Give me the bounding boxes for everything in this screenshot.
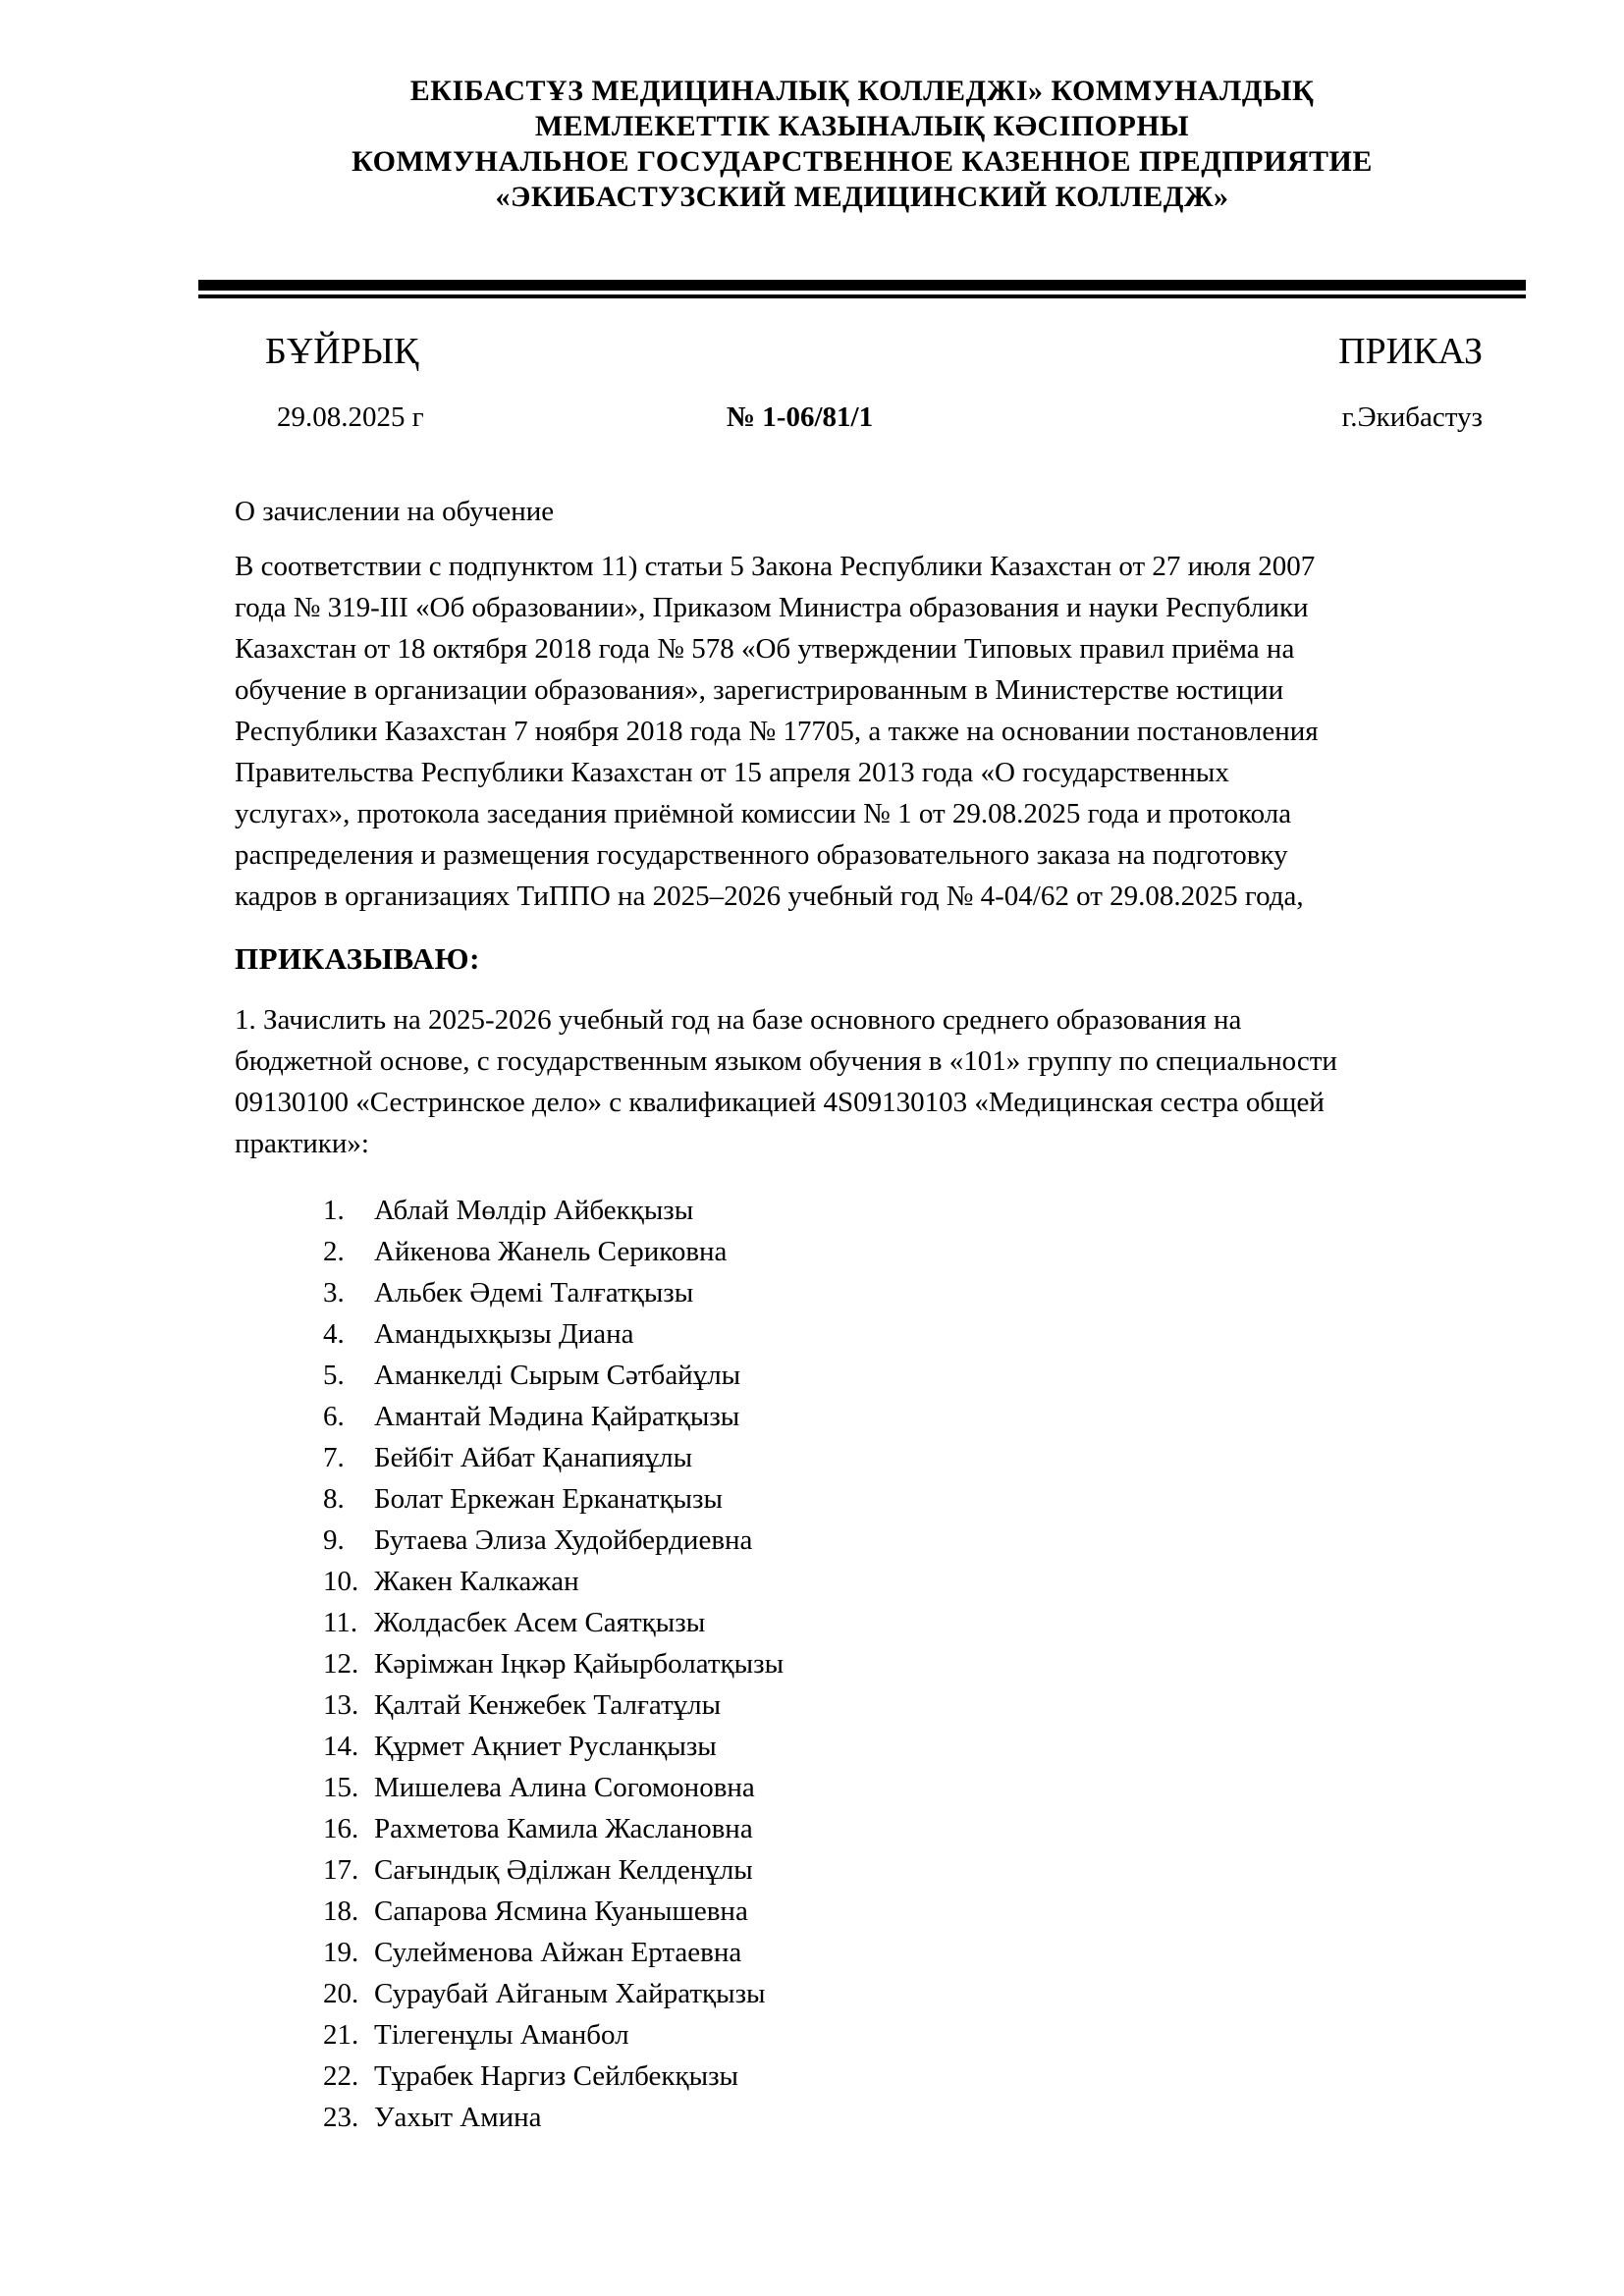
list-item	[323, 1767, 1483, 1808]
list-item	[323, 1726, 1483, 1767]
text-line: «ЭКИБАСТУЗСКИЙ МЕДИЦИНСКИЙ КОЛЛЕДЖ»	[495, 181, 1229, 213]
text-line: 09130100 «Сестринское дело» с квалификацией 4S09130103 «Медицинская сестра общей	[235, 1087, 1325, 1118]
list-item	[323, 1684, 1483, 1726]
list-item-number: 2.	[323, 1236, 345, 1267]
list-item-number: 23.	[323, 2102, 359, 2133]
student-name: Құрмет Ақниет Русланқызы	[374, 1731, 717, 1762]
student-name: Амантай Мәдина Қайратқызы	[374, 1401, 740, 1432]
list-item	[323, 1313, 1483, 1355]
order-label-russian: ПРИКАЗ	[1338, 331, 1483, 372]
divider-thin-line	[198, 294, 1526, 298]
list-item	[323, 1643, 1483, 1684]
enrollment-paragraph	[235, 999, 1483, 1164]
text-line: Правительства Республики Казахстан от 15 апреля 2013 года «О государственных	[235, 757, 1229, 788]
list-item	[323, 1478, 1483, 1520]
list-item-number: 12.	[323, 1648, 359, 1680]
student-name: Сапарова Ясмина Куанышевна	[374, 1896, 748, 1927]
text-line: года № 319-III «Об образовании», Приказом Министра образования и науки Республики	[235, 592, 1309, 623]
text-line: обучение в организации образования», зарегистрированным в Министерстве юстиции	[235, 674, 1284, 706]
order-city: г.Экибастуз	[1341, 401, 1483, 433]
text-line: кадров в организациях ТиППО на 2025–2026 учебный год № 4-04/62 от 29.08.2025 года,	[235, 881, 1304, 912]
list-item	[323, 1932, 1483, 1973]
student-name: Жолдасбек Асем Саятқызы	[374, 1607, 706, 1638]
header-divider	[198, 280, 1526, 298]
list-item-number: 11.	[323, 1607, 358, 1638]
text-line: Республики Казахстан 7 ноября 2018 года № 17705, а также на основании постановления	[235, 716, 1319, 747]
list-item	[323, 1561, 1483, 1602]
list-item-number: 17.	[323, 1854, 359, 1886]
student-name: Рахметова Камила Жаслановна	[374, 1813, 753, 1844]
list-item-number: 7.	[323, 1442, 345, 1473]
directive-heading: ПРИКАЗЫВАЮ:	[235, 941, 480, 976]
text-line: ЕКІБАСТҰЗ МЕДИЦИНАЛЫҚ КОЛЛЕДЖІ» КОММУНАЛДЫҚ	[409, 75, 1315, 107]
list-item-number: 3.	[323, 1277, 345, 1308]
list-item-number: 1.	[323, 1195, 345, 1226]
student-name: Уахыт Амина	[374, 2102, 542, 2133]
student-name: Амандыхқызы Диана	[374, 1318, 634, 1350]
text-line: практики»:	[235, 1128, 369, 1159]
student-name: Болат Еркежан Ерканатқызы	[374, 1483, 723, 1515]
list-item	[323, 1973, 1483, 2014]
list-item-number: 6.	[323, 1401, 345, 1432]
list-item-number: 15.	[323, 1772, 359, 1803]
text-line: 1. Зачислить на 2025-2026 учебный год на базе основного среднего образования на	[235, 1004, 1242, 1036]
student-name: Бутаева Элиза Худойбердиевна	[374, 1524, 753, 1556]
list-item	[323, 1231, 1483, 1272]
list-item-number: 10.	[323, 1566, 359, 1597]
list-item-number: 4.	[323, 1318, 345, 1350]
student-list	[235, 1190, 1483, 2138]
student-name: Мишелева Алина Согомоновна	[374, 1772, 755, 1803]
list-item	[323, 1396, 1483, 1437]
list-item	[323, 1849, 1483, 1891]
list-item-number: 13.	[323, 1689, 359, 1721]
list-item-number: 20.	[323, 1978, 359, 2009]
list-item	[323, 1520, 1483, 1561]
student-name: Тілегенұлы Аманбол	[374, 2019, 629, 2051]
list-item-number: 9.	[323, 1524, 345, 1556]
list-item-number: 16.	[323, 1813, 359, 1844]
preamble-paragraph	[235, 546, 1483, 917]
student-name: Кәрімжан Іңкәр Қайырболатқызы	[374, 1648, 785, 1680]
student-name: Тұрабек Наргиз Сейлбекқызы	[374, 2060, 739, 2092]
order-date: 29.08.2025 г	[277, 401, 424, 433]
list-item	[323, 2014, 1483, 2056]
list-item-number: 19.	[323, 1937, 359, 1968]
list-item-number: 8.	[323, 1483, 345, 1515]
list-item	[323, 1437, 1483, 1478]
list-item-number: 14.	[323, 1731, 359, 1762]
student-name: Альбек Әдемі Талғатқызы	[374, 1277, 694, 1308]
text-line: распределения и размещения государственного образовательного заказа на подготовку	[235, 839, 1288, 871]
document-body	[235, 330, 1483, 2138]
text-line: В соответствии с подпунктом 11) статьи 5 Закона Республики Казахстан от 27 июля 2007	[235, 551, 1316, 582]
list-item	[323, 1272, 1483, 1313]
order-meta-row	[235, 397, 1483, 438]
order-label-kazakh: БҰЙРЫҚ	[265, 331, 419, 372]
list-item-number: 5.	[323, 1360, 345, 1391]
list-item	[323, 1808, 1483, 1849]
divider-thick-line	[198, 280, 1526, 291]
list-item	[323, 2097, 1483, 2138]
list-item	[323, 1190, 1483, 1231]
student-name: Қалтай Кенжебек Талғатұлы	[374, 1689, 722, 1721]
list-item	[323, 2056, 1483, 2097]
student-name: Аблай Мөлдір Айбекқызы	[374, 1195, 694, 1226]
text-line: МЕМЛЕКЕТТІК КАЗЫНАЛЫҚ КӘСІПОРНЫ	[534, 110, 1190, 142]
text-line: услугах», протокола заседания приёмной комиссии № 1 от 29.08.2025 года и протокола	[235, 798, 1292, 829]
list-item	[323, 1891, 1483, 1932]
order-title-row	[235, 330, 1483, 373]
text-line: бюджетной основе, с государственным языком обучения в «101» группу по специальности	[235, 1045, 1337, 1077]
student-name: Бейбіт Айбат Қанапияұлы	[374, 1442, 693, 1473]
student-name: Айкенова Жанель Сериковна	[374, 1236, 728, 1267]
order-subject: О зачислении на обучение	[235, 496, 555, 527]
student-name: Сағындық Әділжан Келденұлы	[374, 1854, 753, 1886]
student-name: Аманкелді Сырым Сәтбайұлы	[374, 1360, 741, 1391]
list-item-number: 18.	[323, 1896, 359, 1927]
list-item	[323, 1602, 1483, 1643]
list-item-number: 22.	[323, 2060, 359, 2092]
list-item-number: 21.	[323, 2019, 359, 2051]
order-number: № 1-06/81/1	[726, 401, 874, 433]
list-item	[323, 1355, 1483, 1396]
text-line: КОММУНАЛЬНОЕ ГОСУДАРСТВЕННОЕ КАЗЕННОЕ ПРЕДПРИЯТИЕ	[352, 145, 1373, 178]
student-name: Жакен Калкажан	[374, 1566, 579, 1597]
text-line: Казахстан от 18 октября 2018 года № 578 «Об утверждении Типовых правил приёма на	[235, 633, 1295, 665]
student-name: Сураубай Айганым Хайратқызы	[374, 1978, 766, 2009]
organization-header	[198, 74, 1526, 215]
student-name: Сулейменова Айжан Ертаевна	[374, 1937, 742, 1968]
